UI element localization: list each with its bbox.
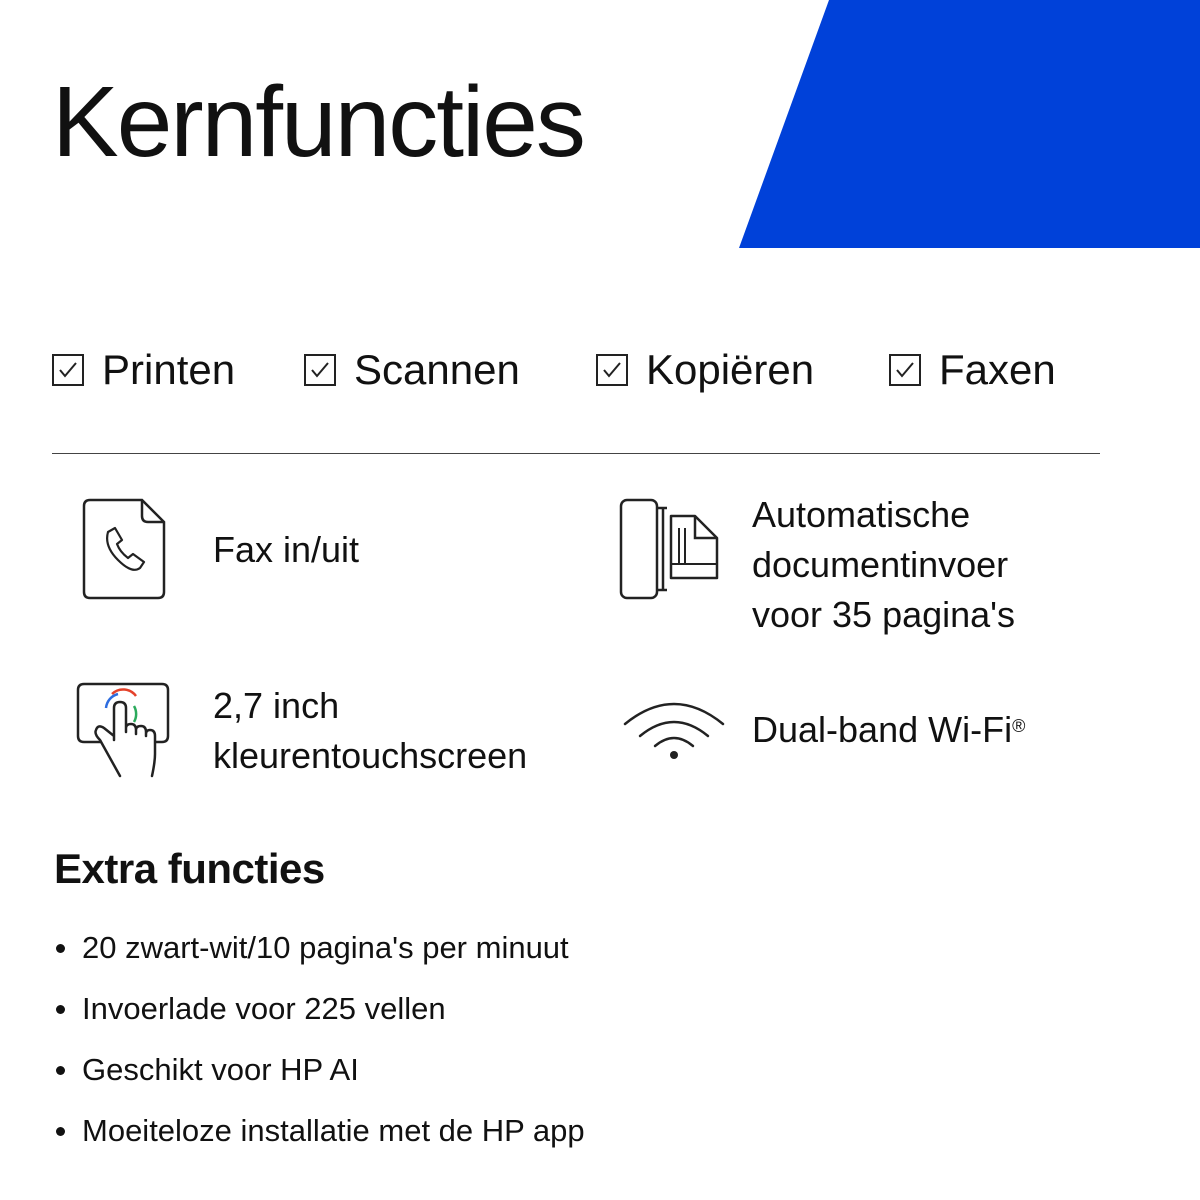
feature-adf-line-3: voor 35 pagina's	[752, 594, 1016, 635]
function-checklist	[0, 340, 1200, 400]
feature-fax-label: Fax in/uit	[213, 529, 360, 570]
bullet-icon	[56, 1005, 65, 1014]
extra-features-list	[52, 920, 585, 1164]
wifi-icon	[622, 698, 726, 762]
section-divider	[52, 453, 1100, 454]
list-item	[52, 981, 585, 1042]
checkbox-checked-icon	[889, 354, 921, 386]
wifi-label-text: Dual-band Wi-Fi	[752, 709, 1013, 750]
check-item-kopieren	[596, 340, 814, 400]
feature-adf-line-2: documentinvoer	[752, 544, 1009, 585]
feature-adf-line-1: Automatische	[752, 494, 971, 535]
list-item-text: Invoerlade voor 225 vellen	[82, 991, 446, 1026]
list-item-text: 20 zwart-wit/10 pagina's per minuut	[82, 930, 569, 965]
checkbox-checked-icon	[52, 354, 84, 386]
check-item-scannen	[304, 340, 520, 400]
registered-mark: ®	[1012, 716, 1026, 736]
checkbox-checked-icon	[596, 354, 628, 386]
document-feeder-icon	[619, 498, 723, 602]
checkbox-checked-icon	[304, 354, 336, 386]
list-item	[52, 1103, 585, 1164]
extra-section-title: Extra functies	[54, 845, 325, 892]
feature-touchscreen-line-1: 2,7 inch	[213, 685, 340, 726]
fax-document-icon	[82, 498, 168, 602]
page-title: Kernfuncties	[52, 66, 584, 178]
check-label: Faxen	[939, 346, 1056, 393]
touchscreen-icon	[76, 682, 172, 778]
list-item	[52, 1042, 585, 1103]
list-item-text: Moeiteloze installatie met de HP app	[82, 1113, 585, 1148]
check-item-printen	[52, 340, 235, 400]
feature-touchscreen-line-2: kleurentouchscreen	[213, 735, 528, 776]
list-item	[52, 920, 585, 981]
bullet-icon	[56, 1127, 65, 1136]
check-label: Kopiëren	[646, 346, 815, 393]
check-item-faxen	[889, 340, 1056, 400]
feature-wifi-label	[752, 705, 1025, 755]
bullet-icon	[56, 1066, 65, 1075]
list-item-text: Geschikt voor HP AI	[82, 1052, 359, 1087]
bullet-icon	[56, 944, 65, 953]
check-label: Printen	[102, 346, 236, 393]
check-label: Scannen	[354, 346, 520, 393]
